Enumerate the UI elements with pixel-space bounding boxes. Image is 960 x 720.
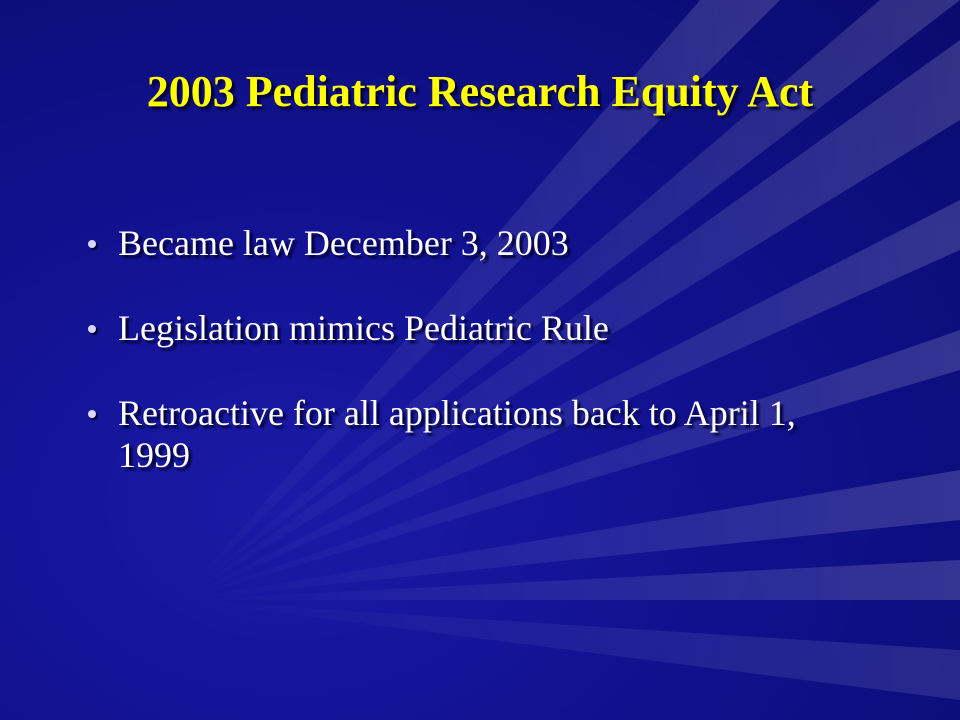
bullet-item — [80, 392, 840, 476]
slide-title: 2003 Pediatric Research Equity Act — [146, 67, 814, 116]
bullet-item — [80, 307, 840, 349]
bullet-dot-icon — [88, 325, 96, 333]
bullet-dot-icon — [88, 240, 96, 248]
bullet-list — [80, 222, 840, 519]
bullet-text: Retroactive for all applications back to April 1, 1999 — [118, 393, 796, 475]
bullet-text: Became law December 3, 2003 — [118, 223, 569, 263]
bullet-item — [80, 222, 840, 264]
bullet-text: Legislation mimics Pediatric Rule — [118, 308, 609, 348]
bullet-dot-icon — [88, 410, 96, 418]
